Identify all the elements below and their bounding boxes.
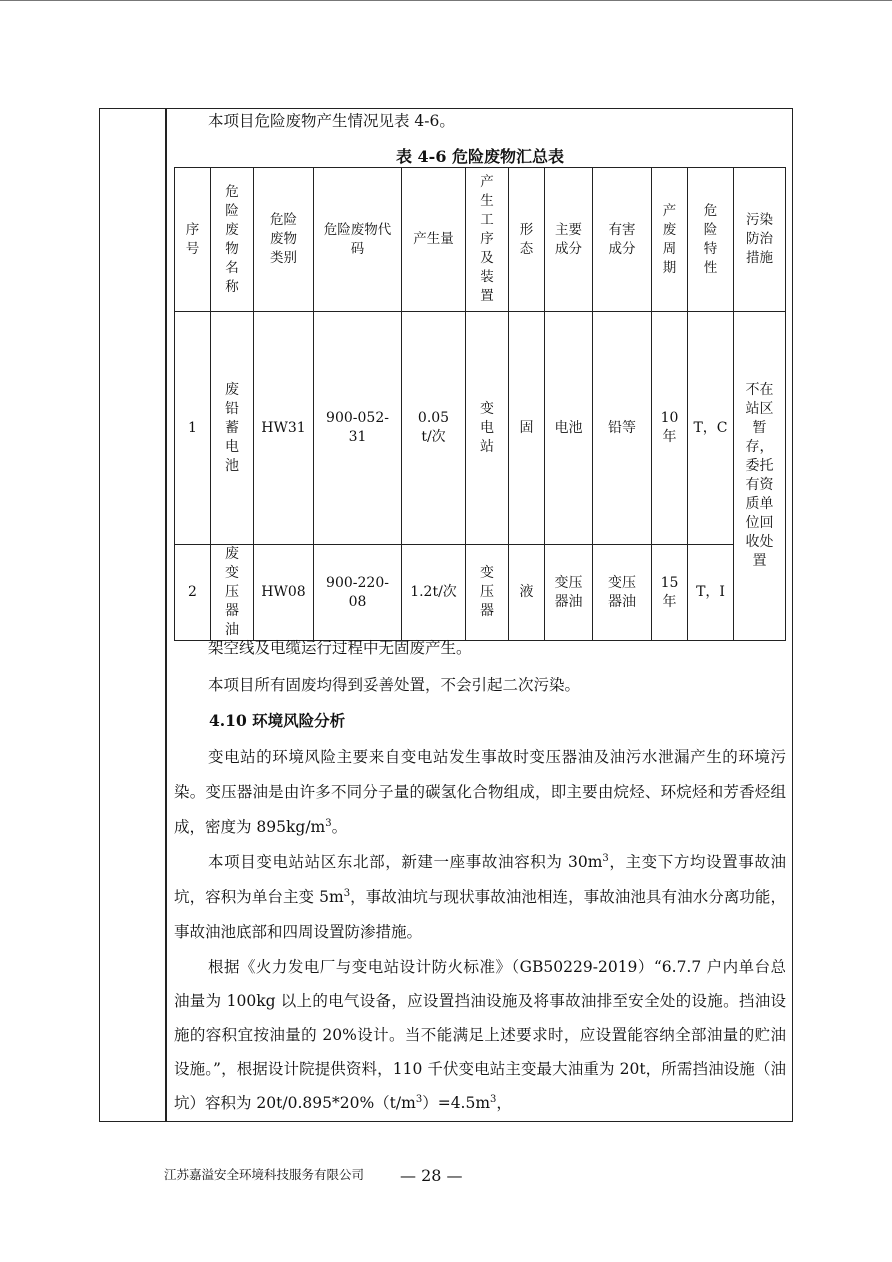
table-header-row xyxy=(175,168,786,312)
header-cell: 危险废物名称 xyxy=(211,168,254,312)
table-cell: 10年 xyxy=(652,312,688,545)
header-cell: 危险特性 xyxy=(688,168,734,312)
table-cell: 900-052-31 xyxy=(314,312,402,545)
paragraph-accident-oil-pool: 本项目变电站站区东北部，新建一座事故油容积为 $30m^3$，主变下方均设置事故油坑，容积为单台主变 $5m^3$，事故油坑与现状事故油池相连，事故油池具有油水分离功能，事故油池底部和四周设置防渗措施。 xyxy=(174,852,786,941)
table-cell: 变压器 xyxy=(466,545,509,641)
header-cell: 形态 xyxy=(509,168,545,312)
paragraph-fire-standard: 根据《火力发电厂与变电站设计防火标准》（GB50229-2019）“6.7.7 户内单台总油量为 100kg 以上的电气设备，应设置挡油设施及将事故油排至安全处的设施。挡油设施的容积宜按油量的 20%设计。当不能满足上述要求时，应设置能容纳全部油量的贮油设施。”，根据设计院提供资料，110 千伏变电站主变最大油重为 20t，所需挡油设施（油坑）容积为 $20t/0.895*20\%(t/m^3)=4.5m^3$， xyxy=(174,958,786,1112)
table-cell: 废铅蓄电池 xyxy=(211,312,254,545)
table-cell: 电池 xyxy=(545,312,593,545)
table-cell: HW31 xyxy=(254,312,314,545)
table-cell: HW08 xyxy=(254,545,314,641)
paragraph-environmental-risk: 变电站的环境风险主要来自变电站发生事故时变压器油及油污水泄漏产生的环境污染。变压器油是由许多不同分子量的碳氢化合物组成，即主要由烷烃、环烷烃和芳香烃组成，密度为 $895kg/m^3$。 xyxy=(174,748,786,836)
section-heading: 4.10 环境风险分析 xyxy=(209,711,346,730)
table-cell: 15年 xyxy=(652,545,688,641)
table-cell: 1 xyxy=(175,312,211,545)
header-cell: 产生工序及装置 xyxy=(466,168,509,312)
table-cell: T，C xyxy=(688,312,734,545)
header-cell: 有害成分 xyxy=(593,168,652,312)
header-cell: 序号 xyxy=(175,168,211,312)
table-row xyxy=(175,312,786,545)
paragraph-proper-disposal: 本项目所有固废均得到妥善处置，不会引起二次污染。 xyxy=(208,676,581,694)
table-cell: 0.05t/次 xyxy=(402,312,466,545)
header-cell: 主要成分 xyxy=(545,168,593,312)
table-cell: T，I xyxy=(688,545,734,641)
paragraph-no-solid-waste: 架空线及电缆运行过程中无固废产生。 xyxy=(208,639,472,657)
header-cell: 危险废物类别 xyxy=(254,168,314,312)
hazardous-waste-table xyxy=(174,167,786,641)
header-cell: 产废周期 xyxy=(652,168,688,312)
table-cell: 液 xyxy=(509,545,545,641)
table-cell: 变压器油 xyxy=(545,545,593,641)
header-cell: 危险废物代码 xyxy=(314,168,402,312)
footer-company: 江苏嘉溢安全环境科技服务有限公司 xyxy=(164,1167,365,1182)
table-row xyxy=(175,545,786,641)
page-top-rule xyxy=(0,0,892,1)
table-cell: 900-220-08 xyxy=(314,545,402,641)
table-cell: 2 xyxy=(175,545,211,641)
table-cell: 铅等 xyxy=(593,312,652,545)
frame-column-divider xyxy=(165,108,167,1122)
table-caption: 表 4-6 危险废物汇总表 xyxy=(395,147,565,166)
header-cell: 产生量 xyxy=(402,168,466,312)
table-cell: 废变压器油 xyxy=(211,545,254,641)
table-cell: 变电站 xyxy=(466,312,509,545)
header-cell: 污染防治措施 xyxy=(734,168,786,312)
page-number: — 28 — xyxy=(400,1166,463,1185)
pollution-measure-cell: 不在站区暂存，委托有资质单位回收处置 xyxy=(734,312,786,641)
table-cell: 变压器油 xyxy=(593,545,652,641)
table-cell: 固 xyxy=(509,312,545,545)
intro-paragraph: 本项目危险废物产生情况见表 4-6。 xyxy=(208,112,455,130)
table-cell: 1.2t/次 xyxy=(402,545,466,641)
